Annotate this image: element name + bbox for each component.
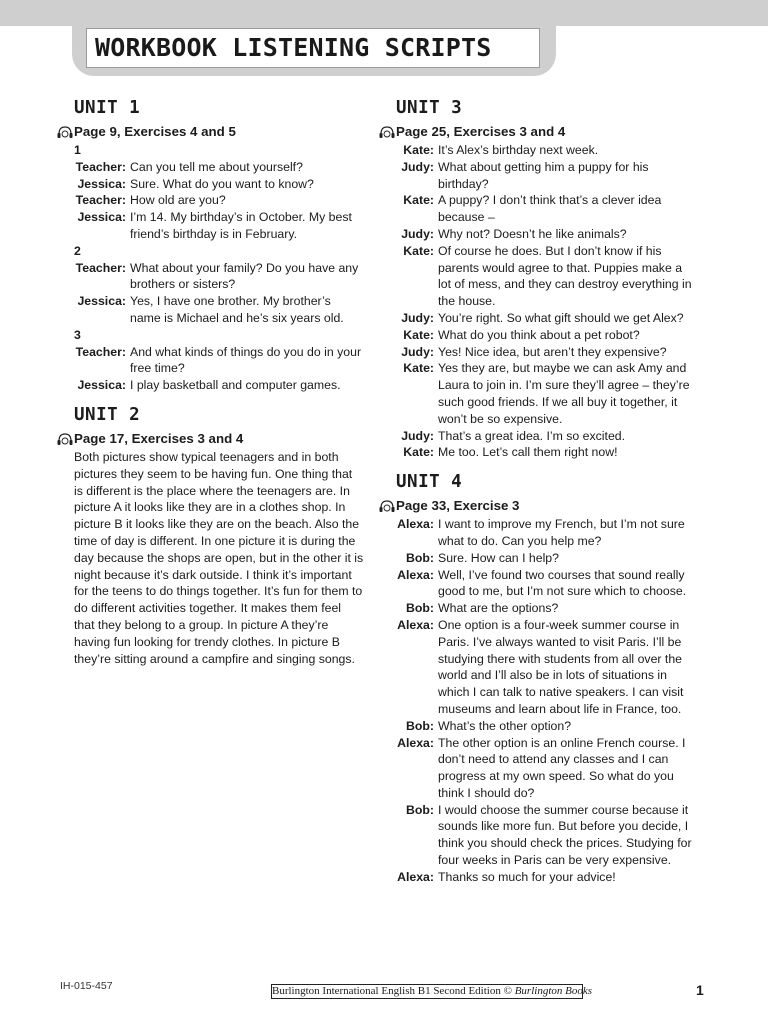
speaker-label: Alexa: bbox=[397, 869, 434, 884]
line-text: Yes they are, but maybe we can ask Amy and Laura to join in. I’m sure they’ll agree – they’re such good friends. If we all buy it together, it won’t be so expensive. bbox=[438, 361, 690, 426]
dialogue-line bbox=[56, 176, 376, 193]
dialogue-line bbox=[56, 192, 376, 209]
line-text: Can you tell me about yourself? bbox=[130, 159, 303, 174]
unit-heading: UNIT 3 bbox=[396, 98, 463, 118]
line-text: And what kinds of things do you do in your free time? bbox=[130, 344, 362, 376]
line-text: I’m 14. My birthday’s in October. My best friend’s birthday is in February. bbox=[130, 210, 352, 241]
page-number: 1 bbox=[696, 982, 704, 998]
speaker-label: Bob: bbox=[406, 601, 434, 616]
dialogue-line bbox=[378, 142, 696, 159]
unit-2-section bbox=[56, 404, 376, 667]
dialogue-line bbox=[378, 516, 696, 550]
speaker-label: Kate: bbox=[403, 361, 434, 376]
speaker-label: Teacher: bbox=[75, 159, 126, 174]
line-text: What about your family? Do you have any brothers or sisters? bbox=[130, 260, 359, 292]
speaker-label: Bob: bbox=[406, 550, 434, 565]
dialogue-line bbox=[378, 243, 696, 310]
speaker-label: Kate: bbox=[403, 327, 434, 342]
line-text: One option is a four-week summer course in Paris. I’ve always wanted to visit Paris. I’ll be studying there with students from all over the world and I’ll also be in lots of situations in which I can talk to native speakers. I can visit museums and learn about life in France, too. bbox=[438, 617, 684, 716]
line-text: Me too. Let’s call them right now! bbox=[438, 445, 618, 460]
speaker-label: Kate: bbox=[403, 143, 434, 157]
audio-cd-icon bbox=[56, 125, 74, 139]
speaker-label: Alexa: bbox=[397, 517, 434, 532]
line-text: What’s the other option? bbox=[438, 718, 572, 733]
dialogue-line bbox=[56, 344, 376, 378]
speaker-label: Bob: bbox=[406, 802, 434, 817]
dialogue-line bbox=[378, 192, 696, 226]
exercise-heading bbox=[378, 123, 696, 141]
page-title: WORKBOOK LISTENING SCRIPTS bbox=[86, 28, 540, 68]
speaker-label: Kate: bbox=[403, 445, 434, 460]
exercise-title: Page 9, Exercises 4 and 5 bbox=[74, 124, 236, 139]
dialogue-line bbox=[378, 600, 696, 617]
exercise-heading bbox=[378, 497, 696, 515]
speaker-label: Teacher: bbox=[75, 193, 126, 208]
dialogue-line bbox=[56, 159, 376, 176]
unit-1-section bbox=[56, 97, 376, 394]
speaker-label: Judy: bbox=[401, 428, 434, 443]
line-text: I play basketball and computer games. bbox=[130, 378, 341, 393]
audio-cd-icon bbox=[378, 125, 396, 139]
part-number: 1 bbox=[74, 143, 81, 157]
unit-4-section bbox=[378, 471, 696, 886]
publisher-brand: Burlington Books bbox=[514, 985, 593, 997]
dialogue-line bbox=[378, 360, 696, 427]
line-text: That’s a great idea. I’m so excited. bbox=[438, 428, 626, 443]
line-text: I would choose the summer course because it sounds like more fun. But before you decide, I think you should check the prices. Studying for four weeks in Paris can be very expensive. bbox=[438, 802, 692, 868]
dialogue-line bbox=[56, 293, 376, 327]
right-column bbox=[378, 97, 696, 886]
speaker-label: Kate: bbox=[403, 193, 434, 208]
speaker-label: Jessica: bbox=[77, 176, 126, 191]
unit-heading: UNIT 1 bbox=[74, 98, 141, 118]
line-text: Of course he does. But I don’t know if his parents would agree to that. Puppies make a lot of mess, and they can destroy everything in the house. bbox=[438, 243, 692, 309]
dialogue-line bbox=[378, 869, 696, 886]
line-text: You’re right. So what gift should we get Alex? bbox=[438, 310, 684, 325]
speaker-label: Jessica: bbox=[77, 210, 126, 225]
dialogue-line bbox=[378, 444, 696, 461]
line-text: What are the options? bbox=[438, 601, 559, 616]
line-text: The other option is an online French course. I don’t need to attend any classes and I can progress at my own speed. So what do you think I should do? bbox=[438, 735, 686, 800]
copyright-box bbox=[271, 984, 593, 999]
exercise-title: Page 33, Exercise 3 bbox=[396, 498, 520, 514]
unit-3-section bbox=[378, 97, 696, 461]
line-text: Yes! Nice idea, but aren’t they expensive? bbox=[438, 344, 667, 359]
line-text: Yes, I have one brother. My brother’s name is Michael and he’s six years old. bbox=[130, 294, 344, 325]
dialogue-line bbox=[378, 327, 696, 344]
audio-cd-icon bbox=[378, 499, 396, 513]
exercise-heading bbox=[56, 430, 376, 448]
speaker-label: Bob: bbox=[406, 718, 434, 733]
speaker-label: Alexa: bbox=[397, 567, 434, 582]
dialogue-line bbox=[56, 260, 376, 294]
speaker-label: Teacher: bbox=[75, 344, 126, 359]
speaker-label: Alexa: bbox=[397, 617, 434, 632]
line-text: It’s Alex’s birthday next week. bbox=[438, 143, 599, 157]
speaker-label: Judy: bbox=[401, 310, 434, 325]
dialogue-line bbox=[378, 159, 696, 193]
line-text: I want to improve my French, but I’m not sure what to do. Can you help me? bbox=[438, 517, 685, 548]
dialogue-line bbox=[378, 735, 696, 802]
exercise-heading bbox=[56, 123, 376, 141]
dialogue-line bbox=[378, 428, 696, 445]
speaker-label: Jessica: bbox=[77, 378, 126, 393]
line-text: How old are you? bbox=[130, 193, 226, 208]
line-text: Why not? Doesn’t he like animals? bbox=[438, 226, 627, 241]
line-text: Well, I’ve found two courses that sound really good to me, but I’m not sure which to choose. bbox=[438, 567, 687, 599]
line-text: Sure. What do you want to know? bbox=[130, 176, 314, 191]
speaker-label: Judy: bbox=[401, 344, 434, 359]
script-paragraph: Both pictures show typical teenagers and in both pictures they seem to be having fun. One thing that is different is the place where the teenagers are. In picture A it looks like they are in a clothes shop. In picture B it looks like they are on the beach. Also the time of day is different. In one picture it is during the day because the shops are open, but in the other it is night because it’s dark outside. I think it’s important for the teens to do things together. It’s fun for them to do different activities together. It makes them feel that they belong to a group. In picture A they’re having fun looking for trendy clothes. In picture B they’re sitting around a campfire and singing songs. bbox=[74, 449, 364, 666]
part-number: 2 bbox=[74, 243, 81, 258]
speaker-label: Jessica: bbox=[77, 294, 126, 309]
exercise-title: Page 17, Exercises 3 and 4 bbox=[74, 430, 244, 446]
speaker-label: Judy: bbox=[401, 226, 434, 241]
document-code: IH-015-457 bbox=[60, 980, 113, 992]
dialogue-line bbox=[378, 226, 696, 243]
dialogue-line bbox=[378, 617, 696, 718]
speaker-label: Kate: bbox=[403, 243, 434, 258]
part-number: 3 bbox=[74, 327, 81, 342]
speaker-label: Judy: bbox=[401, 159, 434, 174]
dialogue-line bbox=[378, 718, 696, 735]
speaker-label: Teacher: bbox=[75, 260, 126, 275]
dialogue-line bbox=[378, 567, 696, 601]
dialogue-line bbox=[378, 802, 696, 869]
header-band bbox=[0, 0, 768, 26]
line-text: Thanks so much for your advice! bbox=[438, 869, 616, 884]
exercise-title: Page 25, Exercises 3 and 4 bbox=[396, 124, 566, 139]
left-column bbox=[56, 97, 376, 667]
copyright-text: Burlington International English B1 Second Edition © bbox=[272, 985, 515, 997]
line-text: A puppy? I don’t think that’s a clever idea because – bbox=[438, 193, 662, 225]
line-text: What do you think about a pet robot? bbox=[438, 327, 640, 342]
dialogue-line bbox=[378, 344, 696, 361]
dialogue-line bbox=[378, 550, 696, 567]
audio-cd-icon bbox=[56, 432, 74, 446]
unit-heading: UNIT 2 bbox=[74, 404, 141, 425]
dialogue-line bbox=[56, 377, 376, 394]
speaker-label: Alexa: bbox=[397, 735, 434, 750]
dialogue-line bbox=[56, 209, 376, 243]
unit-heading: UNIT 4 bbox=[396, 472, 463, 493]
line-text: Sure. How can I help? bbox=[438, 550, 559, 565]
line-text: What about getting him a puppy for his birthday? bbox=[438, 159, 649, 191]
dialogue-line bbox=[378, 310, 696, 327]
